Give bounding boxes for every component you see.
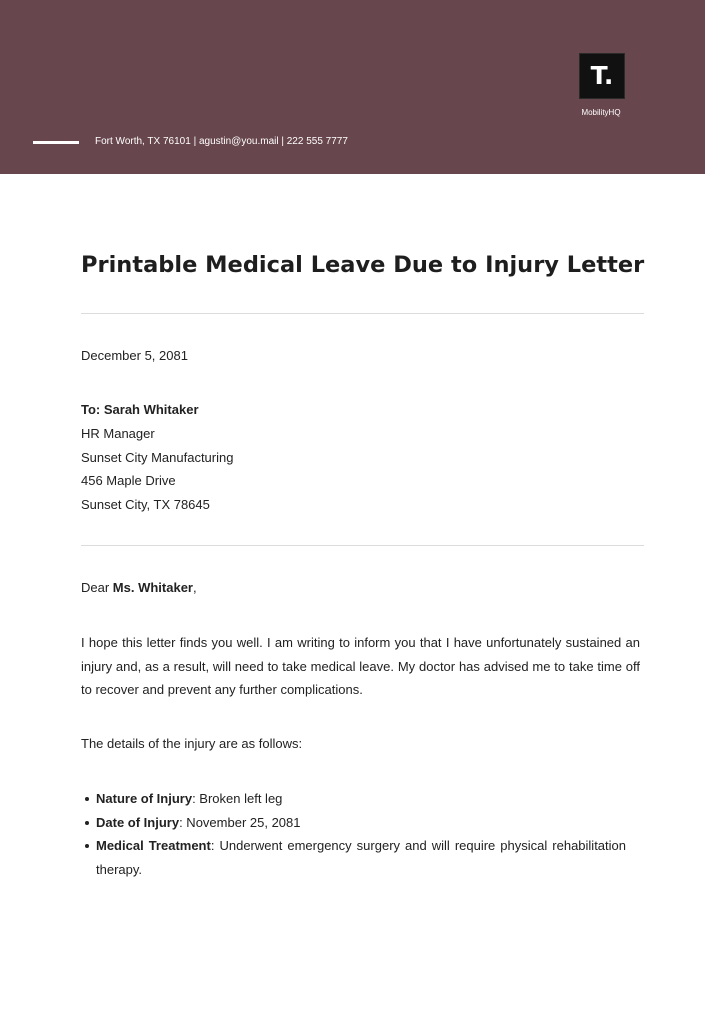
detail-value: : Broken left leg — [192, 791, 283, 806]
recipient-street: 456 Maple Drive — [81, 473, 176, 488]
letter-title: Printable Medical Leave Due to Injury Letter — [81, 252, 645, 278]
list-item — [81, 834, 626, 881]
recipient-city: Sunset City, TX 78645 — [81, 497, 210, 512]
contact-info: Fort Worth, TX 76101 | agustin@you.mail | 222 555 7777 — [95, 136, 348, 147]
header-banner — [0, 0, 705, 174]
detail-value: : Underwent emergency surgery and will require physical rehabilitation therapy. — [96, 838, 627, 877]
address-divider — [81, 545, 644, 546]
salutation-name: Ms. Whitaker — [112, 580, 193, 595]
detail-value: : November 25, 2081 — [179, 814, 301, 830]
recipient-company: Sunset City Manufacturing — [81, 450, 234, 465]
detail-label: Date of Injury — [96, 814, 180, 830]
detail-label: Medical Treatment — [96, 838, 211, 853]
list-item — [81, 787, 626, 811]
salutation — [81, 580, 197, 596]
salutation-suffix: , — [192, 580, 197, 595]
body-paragraph: I hope this letter finds you well. I am writing to inform you that I have unfortunately sustained an injury and, as a result, will need to take medical leave. My doctor has advised me to take time off to recover and prevent any further complications. — [81, 635, 640, 697]
letter-date: December 5, 2081 — [81, 348, 188, 363]
recipient-role: HR Manager — [81, 426, 155, 441]
salutation-prefix: Dear — [81, 580, 113, 595]
company-logo: T. — [579, 53, 625, 99]
header-divider — [33, 141, 79, 144]
detail-label: Nature of Injury — [96, 791, 193, 806]
title-divider — [81, 313, 644, 314]
company-name: MobilityHQ — [581, 108, 621, 117]
recipient-name: To: Sarah Whitaker — [81, 402, 199, 417]
list-item — [81, 811, 626, 835]
injury-details-list — [81, 787, 626, 881]
details-intro: The details of the injury are as follows: — [81, 736, 303, 751]
